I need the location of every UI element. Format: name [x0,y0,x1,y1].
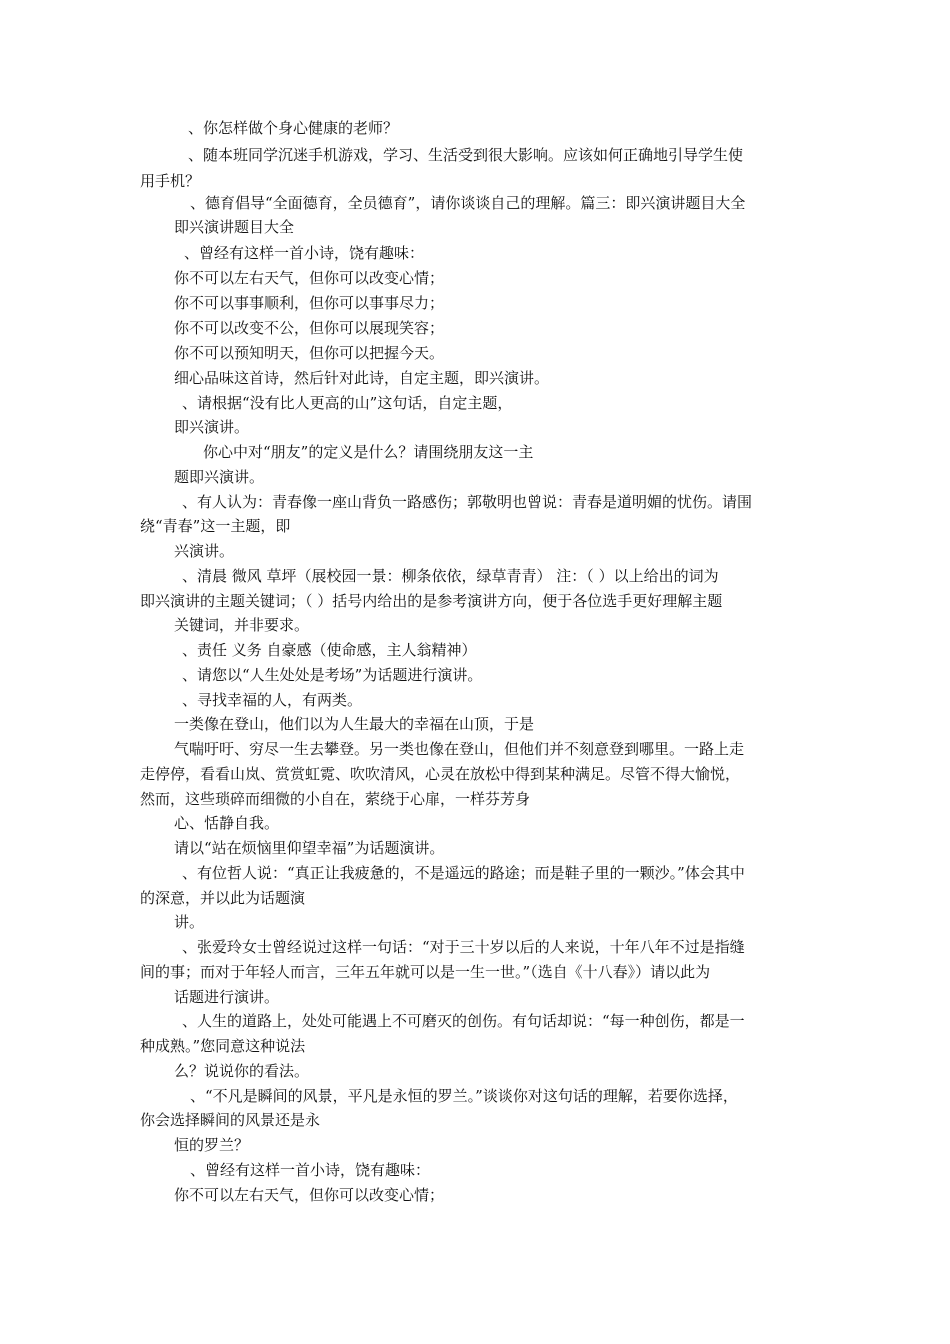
text-line: 用手机？ [140,172,201,190]
text-line: 、寻找幸福的人，有两类。 [182,691,363,709]
text-line: 间的事；而对于年轻人而言，三年五年就可以是一生一世。”（选自《十八春》）请以此为 [140,963,711,981]
text-line: 你不可以预知明天，但你可以把握今天。 [174,344,445,362]
text-line: 、“不凡是瞬间的风景，平凡是永恒的罗兰。”谈谈你对这句话的理解，若要你选择， [190,1087,738,1105]
text-line: 、有人认为：青春像一座山背负一路感伤；郭敬明也曾说：青春是道明媚的忧伤。请围 [182,493,753,511]
text-line: 请以“站在烦恼里仰望幸福”为话题演讲。 [174,839,445,857]
text-line: 一类像在登山，他们以为人生最大的幸福在山顶，于是 [174,715,535,733]
text-line: 、清晨 微风 草坪（展校园一景：柳条依依，绿草青青） 注：（ ）以上给出的词为 [182,567,719,585]
text-line: 、你怎样做个身心健康的老师？ [188,119,399,137]
text-line: 、有位哲人说：“真正让我疲惫的，不是遥远的路途；而是鞋子里的一颗沙。”体会其中 [182,864,745,882]
text-line: 你会选择瞬间的风景还是永 [140,1111,321,1129]
text-line: 关键词，并非要求。 [174,616,310,634]
text-line: 你不可以左右天气，但你可以改变心情； [174,269,445,287]
text-line: 然而，这些琐碎而细微的小自在，萦绕于心扉，一样芬芳身 [140,790,531,808]
text-line: 、张爱玲女士曾经说过这样一句话：“对于三十岁以后的人来说，十年八年不过是指缝 [182,938,745,956]
text-line: 、曾经有这样一首小诗，饶有趣味： [190,1161,431,1179]
text-line: 心、恬静自我。 [174,814,280,832]
text-line: 么？说说你的看法。 [174,1062,310,1080]
text-line: 讲。 [174,913,205,931]
text-line: 即兴演讲题目大全 [174,218,295,236]
text-line: 、请根据“没有比人更高的山”这句话，自定主题， [182,394,513,412]
text-line: 、随本班同学沉迷手机游戏，学习、生活受到很大影响。应该如何正确地引导学生使 [188,146,744,164]
text-line: 你不可以改变不公，但你可以展现笑容； [174,319,445,337]
text-line: 即兴演讲的主题关键词；（ ）括号内给出的是参考演讲方向，便于各位选手更好理解主题 [140,592,723,610]
text-line: 、曾经有这样一首小诗，饶有趣味： [184,244,425,262]
text-line: 题即兴演讲。 [174,468,265,486]
text-line: 、请您以“人生处处是考场”为话题进行演讲。 [182,666,483,684]
text-line: 种成熟。”您同意这种说法 [140,1037,306,1055]
text-line: 你不可以左右天气，但你可以改变心情； [174,1186,445,1204]
text-line: 兴演讲。 [174,542,235,560]
text-line: 、德育倡导“全面德育，全员德育”，请你谈谈自己的理解。篇三：即兴演讲题目大全 [190,194,746,212]
text-line: 、责任 义务 自豪感（使命感，主人翁精神） [182,641,477,659]
text-line: 的深意，并以此为话题演 [140,889,306,907]
text-line: 走停停，看看山岚、赏赏虹霓、吹吹清风，心灵在放松中得到某种满足。尽管不得大愉悦， [140,765,741,783]
text-line: 恒的罗兰？ [174,1136,250,1154]
text-line: 话题进行演讲。 [174,988,280,1006]
text-line: 你不可以事事顺利，但你可以事事尽力； [174,294,445,312]
text-line: 气喘吁吁、穷尽一生去攀登。另一类也像在登山，但他们并不刻意登到哪里。一路上走 [174,740,745,758]
text-line: 即兴演讲。 [174,418,250,436]
text-line: 细心品味这首诗，然后针对此诗，自定主题，即兴演讲。 [174,369,550,387]
text-line: 绕“青春”这一主题，即 [140,517,291,535]
text-line: 你心中对“朋友”的定义是什么？请围绕朋友这一主 [203,443,534,461]
text-line: 、人生的道路上，处处可能遇上不可磨灭的创伤。有句话却说：“每一种创伤，都是一 [182,1012,745,1030]
